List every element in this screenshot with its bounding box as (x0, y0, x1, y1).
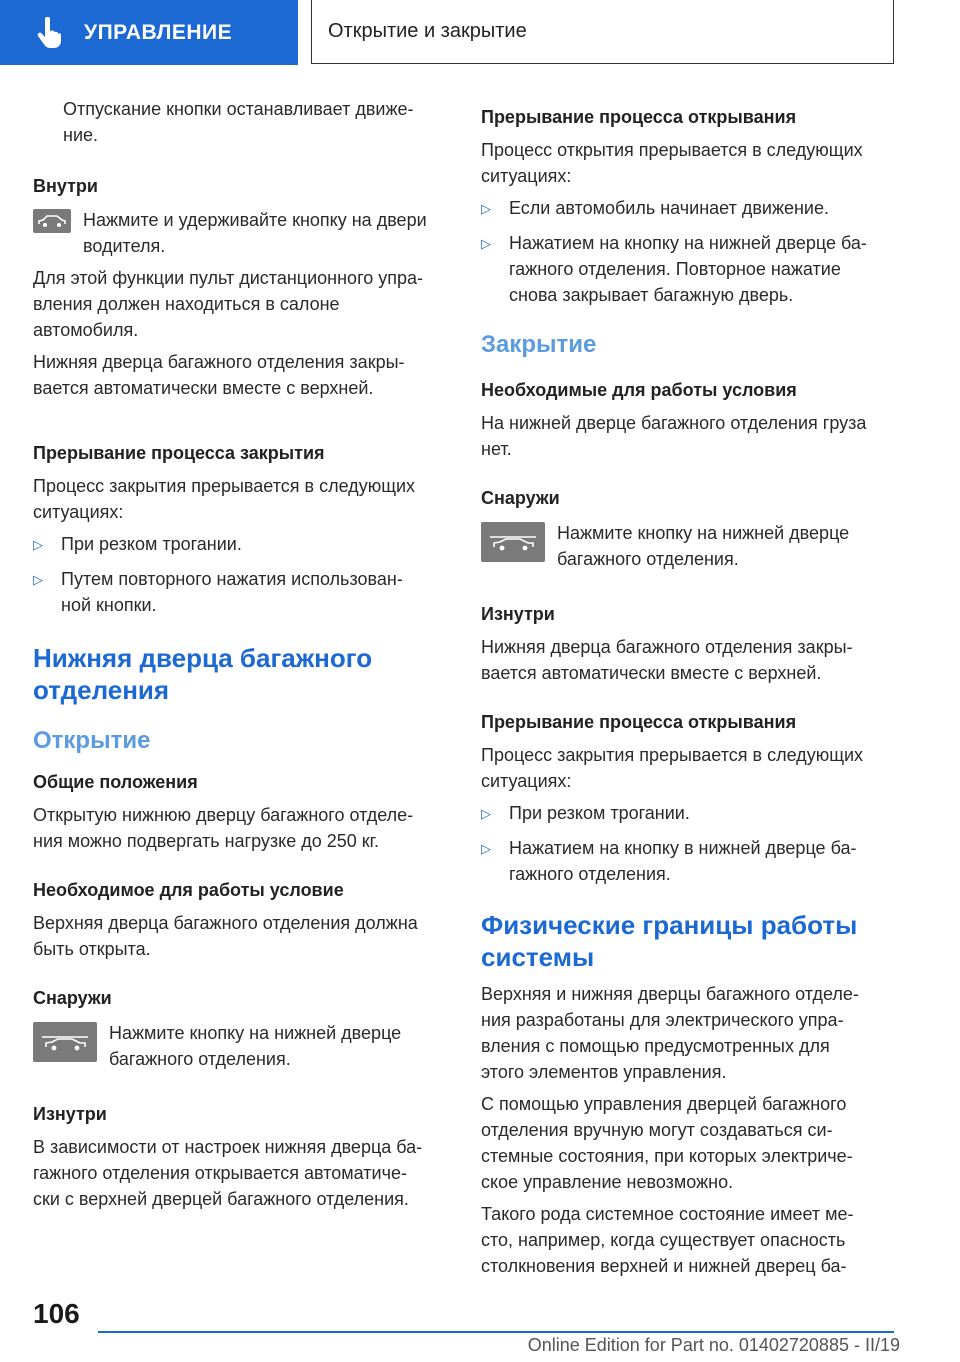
chapter-header (311, 0, 894, 64)
subheading-interrupt-open: Прерывание процесса открывания (481, 107, 797, 127)
outside-button-text-right: Нажмите кнопку на нижней дверце багажного отделения. (557, 523, 850, 569)
chapter-title: Открытие и закрытие (328, 20, 527, 42)
paragraph-general: Открытую нижнюю дверцу багажного отделе- ния можно подвергать нагрузке до 250 кг. (33, 805, 414, 851)
subheading-interrupt2: Прерывание процесса открывания (481, 712, 797, 732)
heading-limits: Физические границы работы системы (481, 910, 858, 972)
inside-button-text: Нажмите и удерживайте кнопку на двери водителя. (83, 210, 427, 256)
list-item: ▷ Нажатием на кнопку в нижней дверце ба- гажного отделения. (481, 835, 896, 887)
outside-button-instruction (33, 1020, 448, 1072)
subheading-inside2: Изнутри (33, 1104, 107, 1124)
heading-close: Закрытие (481, 331, 597, 358)
right-column (481, 96, 896, 1279)
triangle-bullet-icon: ▷ (481, 201, 491, 216)
paragraph-conditions: На нижней дверце багажного отделения груза нет. (481, 413, 867, 459)
subheading-condition: Необходимое для работы условие (33, 880, 344, 900)
triangle-bullet-icon: ▷ (481, 236, 491, 251)
list-item: ▷ Нажатием на кнопку на нижней дверце ба- гажного отделения. Повторное нажатие снова закрывает багажную дверь. (481, 230, 896, 308)
list-item: ▷ Путем повторного нажатия использован- ной кнопки. (33, 566, 448, 618)
triangle-bullet-icon: ▷ (33, 537, 43, 552)
triangle-bullet-icon: ▷ (33, 572, 43, 587)
paragraph-interrupt-open: Процесс открытия прерывается в следующих ситуациях: (481, 140, 863, 186)
header-section-tab (0, 0, 298, 65)
paragraph-remote: Для этой функции пульт дистанционного упра- вления должен находиться в салоне автомобиля. (33, 268, 424, 340)
triangle-bullet-icon: ▷ (481, 806, 491, 821)
page-number: 106 (33, 1298, 80, 1329)
paragraph-lower-closes: Нижняя дверца багажного отделения закры- вается автоматически вместе с верхней. (33, 352, 405, 398)
list-item: ▷ Если автомобиль начинает движение. (481, 195, 896, 222)
left-column (33, 96, 448, 1212)
paragraph-inside-right: Нижняя дверца багажного отделения закры- вается автоматически вместе с верхней. (481, 637, 853, 683)
list-item: ▷ При резком трогании. (481, 800, 896, 827)
subheading-inside: Внутри (33, 176, 98, 196)
list-item: ▷ При резком трогании. (33, 531, 448, 558)
paragraph-limits1: Верхняя и нижняя дверцы багажного отделе- ния разработаны для электрического упра- вления с помощью предусмотренных для этого элементов управления. (481, 984, 859, 1082)
subheading-outside: Снаружи (33, 988, 112, 1008)
outside-button-instruction-right (481, 520, 896, 572)
paragraph-limits2: С помощью управления дверцей багажного отделения вручную могут создаваться си- стемные состояния, при которых электриче- ское управление невозможно. (481, 1094, 853, 1192)
footer-edition: Online Edition for Part no. 01402720885 - II/19 (527, 1335, 900, 1355)
subheading-inside-right: Изнутри (481, 604, 555, 624)
footer-divider (98, 1331, 894, 1333)
heading-open: Открытие (33, 727, 151, 754)
tailgate-lower-button-icon (33, 1022, 97, 1062)
paragraph-interrupt-close: Процесс закрытия прерывается в следующих ситуациях: (33, 476, 416, 522)
outside-button-text: Нажмите кнопку на нижней дверце багажного отделения. (109, 1023, 402, 1069)
tailgate-lower-button-icon (481, 522, 545, 562)
paragraph-interrupt2: Процесс закрытия прерывается в следующих ситуациях: (481, 745, 864, 791)
subheading-interrupt-close: Прерывание процесса закрытия (33, 443, 325, 463)
pointing-hand-icon (36, 16, 66, 50)
triangle-bullet-icon: ▷ (481, 841, 491, 856)
section-title: УПРАВЛЕНИЕ (84, 20, 233, 44)
paragraph-condition: Верхняя дверца багажного отделения должна быть открыта. (33, 913, 418, 959)
inside-button-instruction (33, 207, 448, 259)
tailgate-button-icon (33, 209, 71, 233)
paragraph-limits3: Такого рода системное состояние имеет ме- сто, например, когда существует опасность столкновения верхней и нижней дверец ба- (481, 1204, 854, 1276)
paragraph-inside2: В зависимости от настроек нижняя дверца ба- гажного отделения открывается автоматиче- ски с верхней дверцей багажного отделения. (33, 1137, 423, 1209)
paragraph-intro: Отпускание кнопки останавливает движе- ние. (63, 99, 414, 145)
subheading-general: Общие положения (33, 772, 198, 792)
subheading-conditions: Необходимые для работы условия (481, 380, 797, 400)
heading-lower-door: Нижняя дверца багажного отделения (33, 643, 373, 705)
subheading-outside-right: Снаружи (481, 488, 560, 508)
